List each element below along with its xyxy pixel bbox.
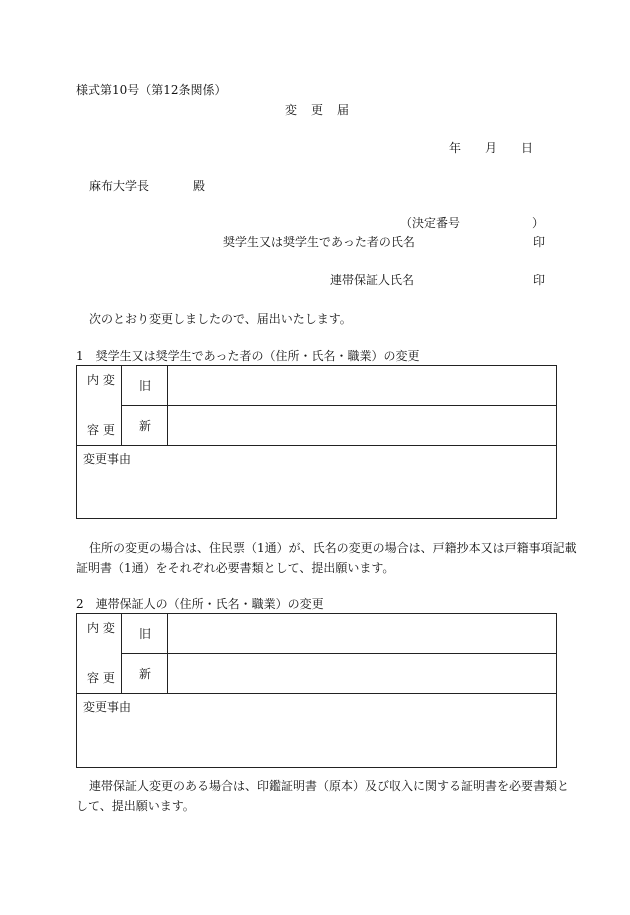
section1-new-label: 新: [139, 419, 152, 433]
section1-old-label: 旧: [139, 379, 152, 393]
guarantor-name-label: 連帯保証人氏名: [330, 273, 415, 287]
section2-note-line1: 連帯保証人変更のある場合は、印鑑証明書（原本）及び収入に関する証明書を必要書類と: [89, 779, 570, 793]
section1-note-line2: 証明書（1通）をそれぞれ必要書類として、提出願います。: [76, 561, 395, 575]
page-title: 変 更 届: [285, 103, 351, 117]
form-number: 様式第10号（第12条関係）: [76, 83, 227, 97]
section1-reason-label: 変更事由: [83, 452, 132, 466]
date-year-label: 年: [449, 141, 462, 155]
guarantor-seal-mark: 印: [533, 273, 546, 287]
student-seal-mark: 印: [533, 235, 546, 249]
addressee-name: 麻布大学長: [89, 179, 150, 193]
section2-content-label-top: 内 変: [87, 621, 115, 635]
student-name-label: 奨学生又は奨学生であった者の氏名: [223, 235, 415, 249]
section1-change-table: [76, 365, 557, 519]
section2-note-line2: して、提出願います。: [76, 799, 195, 813]
section1-heading: 1 奨学生又は奨学生であった者の（住所・氏名・職業）の変更: [76, 349, 420, 363]
date-month-label: 月: [485, 141, 498, 155]
section2-change-table: [76, 613, 557, 768]
section2-content-label-bottom: 容 更: [87, 671, 115, 685]
section2-old-label: 旧: [139, 627, 152, 641]
section2-reason-label: 変更事由: [83, 700, 132, 714]
intro-text: 次のとおり変更しましたので、届出いたします。: [89, 312, 352, 326]
section1-content-label-top: 内 変: [87, 373, 115, 387]
decision-number-label: （決定番号 ）: [400, 216, 545, 230]
section1-note-line1: 住所の変更の場合は、住民票（1通）が、氏名の変更の場合は、戸籍抄本又は戸籍事項記載: [89, 541, 577, 555]
date-day-label: 日: [521, 141, 534, 155]
section1-content-label-bottom: 容 更: [87, 423, 115, 437]
section2-heading: 2 連帯保証人の（住所・氏名・職業）の変更: [76, 597, 324, 611]
section2-new-label: 新: [139, 667, 152, 681]
addressee-honorific: 殿: [193, 179, 206, 193]
